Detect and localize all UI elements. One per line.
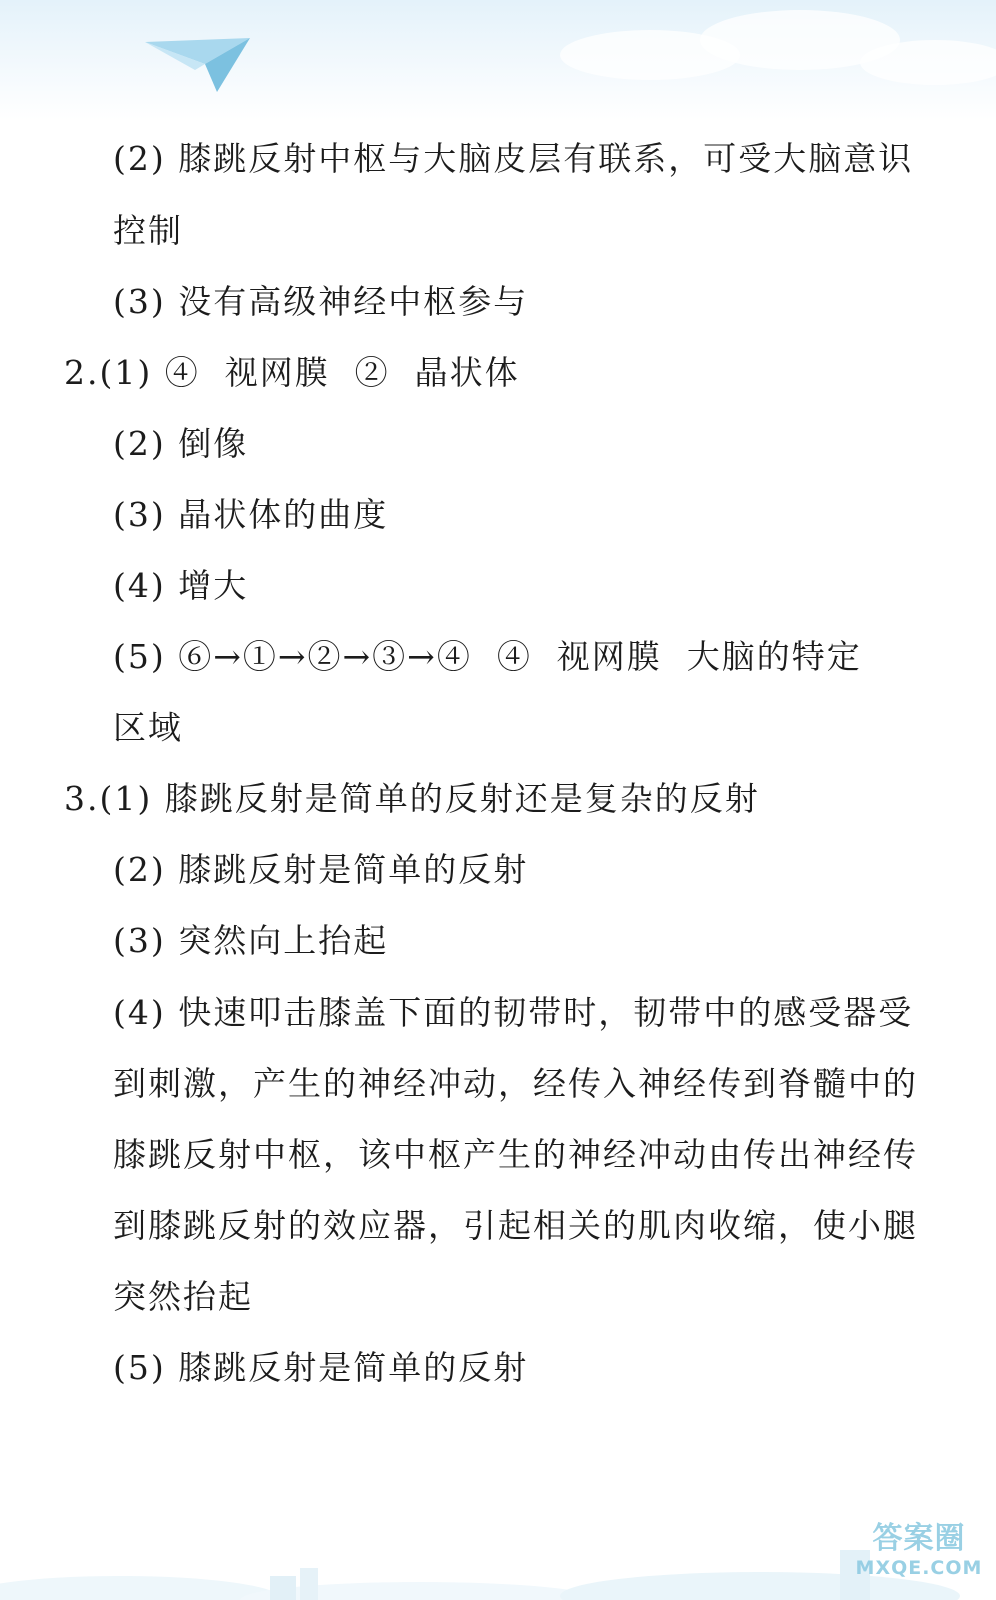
answer-line: 控制 — [113, 211, 183, 250]
answer-line: (2) 膝跳反射中枢与大脑皮层有联系，可受大脑意识 — [113, 139, 914, 178]
question-2-line: 2.(1) ④ 视网膜 ② 晶状体 — [64, 353, 520, 392]
answer-line: (3) 没有高级神经中枢参与 — [113, 282, 529, 321]
answer-line: 到刺激，产生的神经冲动，经传入神经传到脊髓中的 — [113, 1064, 918, 1103]
answer-line: (3) 突然向上抬起 — [113, 921, 389, 960]
answer-line: (2) 倒像 — [113, 424, 249, 463]
answer-line: 膝跳反射中枢，该中枢产生的神经冲动由传出神经传 — [113, 1135, 918, 1174]
cloud-decoration — [860, 40, 996, 85]
answer-line: (4) 增大 — [113, 566, 249, 605]
answer-line: 突然抬起 — [113, 1277, 253, 1316]
answer-line: 区域 — [113, 708, 183, 747]
answer-line: (3) 晶状体的曲度 — [113, 495, 389, 534]
answer-line: (4) 快速叩击膝盖下面的韧带时，韧带中的感受器受 — [113, 993, 914, 1032]
watermark-chinese: 答案圈 — [872, 1521, 966, 1556]
paper-plane-icon — [145, 34, 250, 92]
watermark-domain: MXQE.COM — [855, 1557, 983, 1579]
answer-line: (2) 膝跳反射是简单的反射 — [113, 850, 529, 889]
answer-line: (5) ⑥→①→②→③→④ ④ 视网膜 大脑的特定 — [113, 637, 862, 676]
question-3-line: 3.(1) 膝跳反射是简单的反射还是复杂的反射 — [64, 779, 760, 818]
bottom-decoration — [0, 1480, 996, 1600]
site-watermark — [854, 1522, 984, 1592]
answer-line: (5) 膝跳反射是简单的反射 — [113, 1348, 529, 1387]
answer-line: 到膝跳反射的效应器，引起相关的肌肉收缩，使小腿 — [113, 1206, 918, 1245]
